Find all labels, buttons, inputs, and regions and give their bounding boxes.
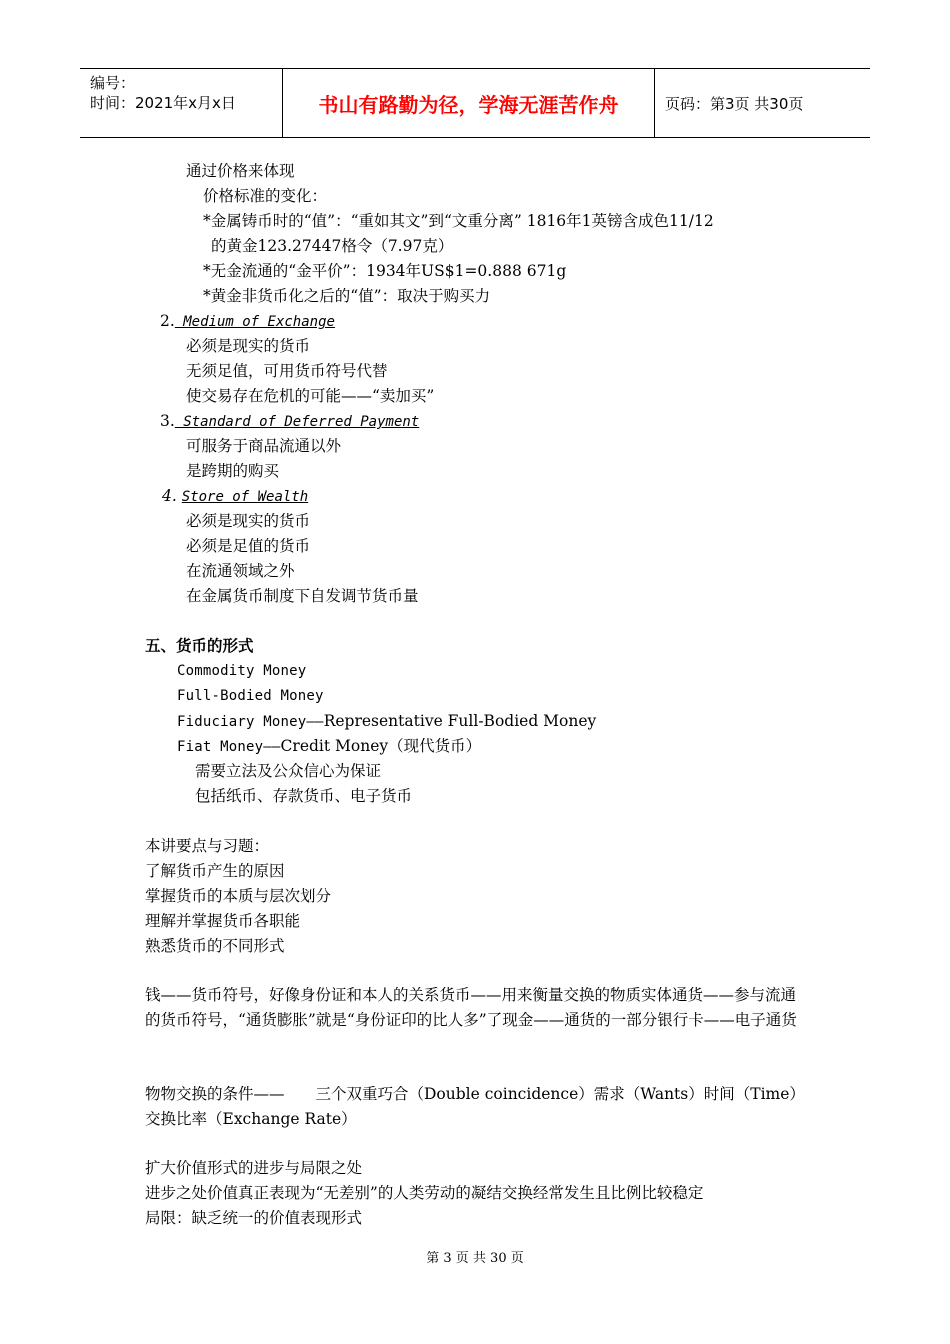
header-page-info: 页码：第3页 共30页	[665, 94, 804, 113]
section-heading-5: 五、货币的形式	[145, 637, 254, 655]
header-number: 编号：	[90, 74, 136, 92]
section-title: Medium of Exchange	[174, 314, 335, 330]
text-line: 了解货币产生的原因	[145, 862, 285, 880]
text-line: 价格标准的变化：	[203, 187, 328, 205]
text-line: 局限：缺乏统一的价值表现形式	[145, 1209, 363, 1227]
section-heading	[162, 486, 308, 507]
text-line	[177, 736, 481, 757]
text-line: *黄金非货币化之后的“值”：取决于购买力	[203, 287, 491, 305]
text-line: 理解并掌握货币各职能	[145, 912, 301, 930]
page-footer: 第 3 页 共 30 页	[426, 1251, 524, 1266]
header-divider-2	[654, 69, 655, 137]
text-line: 进步之处价值真正表现为“无差别”的人类劳动的凝结交换经常发生且比例比较稳定	[145, 1184, 704, 1202]
text-line: 需要立法及公众信心为保证	[195, 762, 382, 780]
text-line: 通过价格来体现	[186, 162, 295, 180]
text-line: 必须是现实的货币	[186, 512, 311, 530]
text-line: 包括纸币、存款货币、电子货币	[195, 787, 413, 805]
term: Fiduciary Money——	[177, 714, 324, 730]
term: Fiat Money——	[177, 739, 281, 755]
section-title: Store of Wealth	[181, 489, 309, 505]
header-motto: 书山有路勤为径，学海无涯苦作舟	[318, 92, 619, 117]
text-line: 使交易存在危机的可能——“卖加买”	[186, 387, 435, 405]
paragraph: 钱——货币符号，好像身份证和本人的关系货币——用来衡量交换的物质实体通货——参与流通的货币符号，“通货膨胀”就是“身份证印的比人多”了现金——通货的一部分银行卡——电子通货	[145, 986, 797, 1029]
term-desc: Representative Full-Bodied Money	[323, 712, 597, 730]
header-meta	[90, 73, 236, 113]
text-line: Full-Bodied Money	[177, 688, 324, 704]
term-desc: Credit Money（现代货币）	[280, 737, 482, 755]
section-number: 2.	[160, 312, 175, 330]
section-heading	[160, 411, 419, 432]
section-number: 4.	[162, 487, 177, 505]
section-title: Standard of Deferred Payment	[174, 414, 420, 430]
text-line: 本讲要点与习题：	[145, 837, 270, 855]
section-number: 3.	[160, 412, 175, 430]
text-line: 必须是现实的货币	[186, 337, 311, 355]
text-line: *无金流通的“金平价”：1934年US$1=0.888 671g	[203, 262, 567, 280]
text-line: 熟悉货币的不同形式	[145, 937, 285, 955]
text-line: Commodity Money	[177, 663, 307, 679]
text-line: 无须足值，可用货币符号代替	[186, 362, 388, 380]
text-line: 掌握货币的本质与层次划分	[145, 887, 332, 905]
text-line: *金属铸币时的“值”：“重如其文”到“文重分离” 1816年1英镑含成色11/12	[203, 212, 714, 230]
text-line: 必须是足值的货币	[186, 537, 311, 555]
text-line: 在流通领域之外	[186, 562, 295, 580]
text-line: 可服务于商品流通以外	[186, 437, 342, 455]
text-line: 在金属货币制度下自发调节货币量	[186, 587, 419, 605]
paragraph: 物物交换的条件—— 三个双重巧合（Double coincidence）需求（Wants）时间（Time）交换比率（Exchange Rate）	[145, 1085, 805, 1128]
text-line: 是跨期的购买	[186, 462, 280, 480]
section-heading	[160, 311, 335, 332]
page-header	[80, 68, 870, 138]
header-time: 时间：2021年x月x日	[90, 94, 236, 112]
text-line	[177, 711, 596, 732]
text-line: 的黄金123.27447格令（7.97克）	[211, 237, 454, 255]
text-line: 扩大价值形式的进步与局限之处	[145, 1159, 363, 1177]
